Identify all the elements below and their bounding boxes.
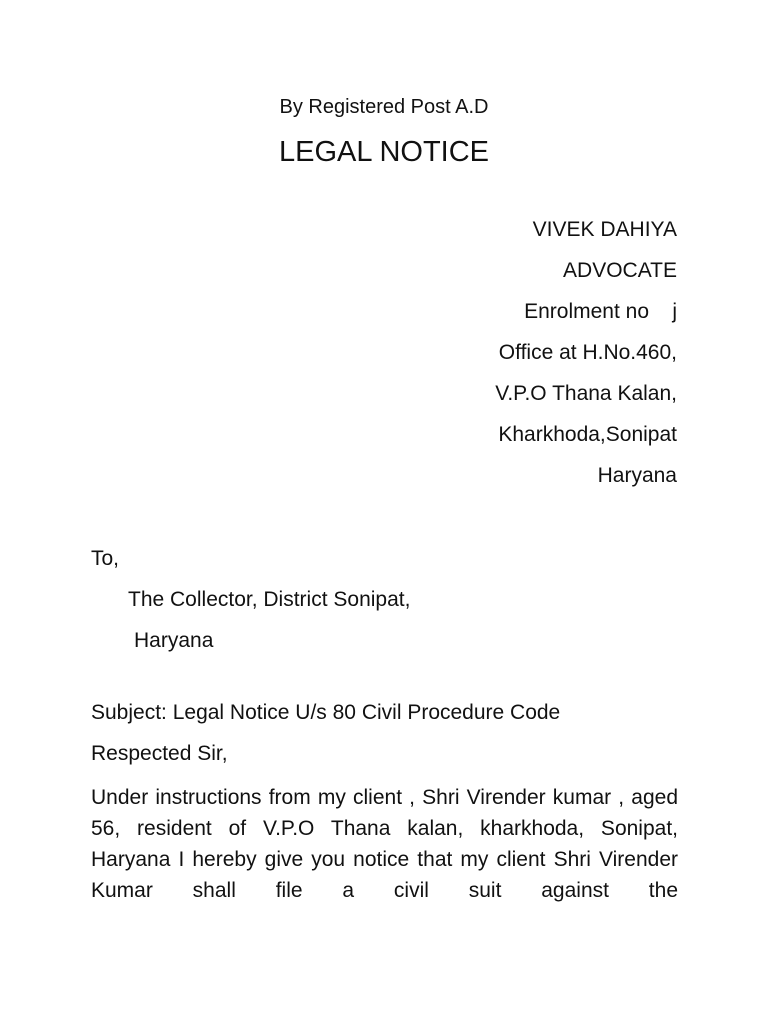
sender-address-line: Office at H.No.460, [498, 341, 677, 364]
salutation: Respected Sir, [91, 742, 228, 765]
subject-line: Subject: Legal Notice U/s 80 Civil Procedure Code [91, 701, 561, 724]
recipient-line: The Collector, District Sonipat, [128, 588, 411, 611]
sender-address-line: Haryana [597, 464, 677, 487]
recipient-line: Haryana [134, 629, 214, 652]
sender-address-line: V.P.O Thana Kalan, [495, 382, 677, 405]
sender-address-line: Kharkhoda,Sonipat [498, 423, 677, 446]
notice-title: LEGAL NOTICE [278, 136, 490, 168]
to-label: To, [91, 547, 120, 570]
sender-designation: ADVOCATE [563, 259, 677, 282]
post-mode-line: By Registered Post A.D [279, 96, 489, 118]
body-paragraph: Under instructions from my client , Shri Virender kumar , aged 56, resident of V.P.O Thana kalan, kharkhoda, Sonipat, Haryana I hereby give you notice that my client Shri Virender Kumar shall file a civil suit against the [91, 786, 678, 902]
sender-enrolment: Enrolment no j [524, 300, 677, 323]
sender-name: VIVEK DAHIYA [532, 218, 677, 241]
